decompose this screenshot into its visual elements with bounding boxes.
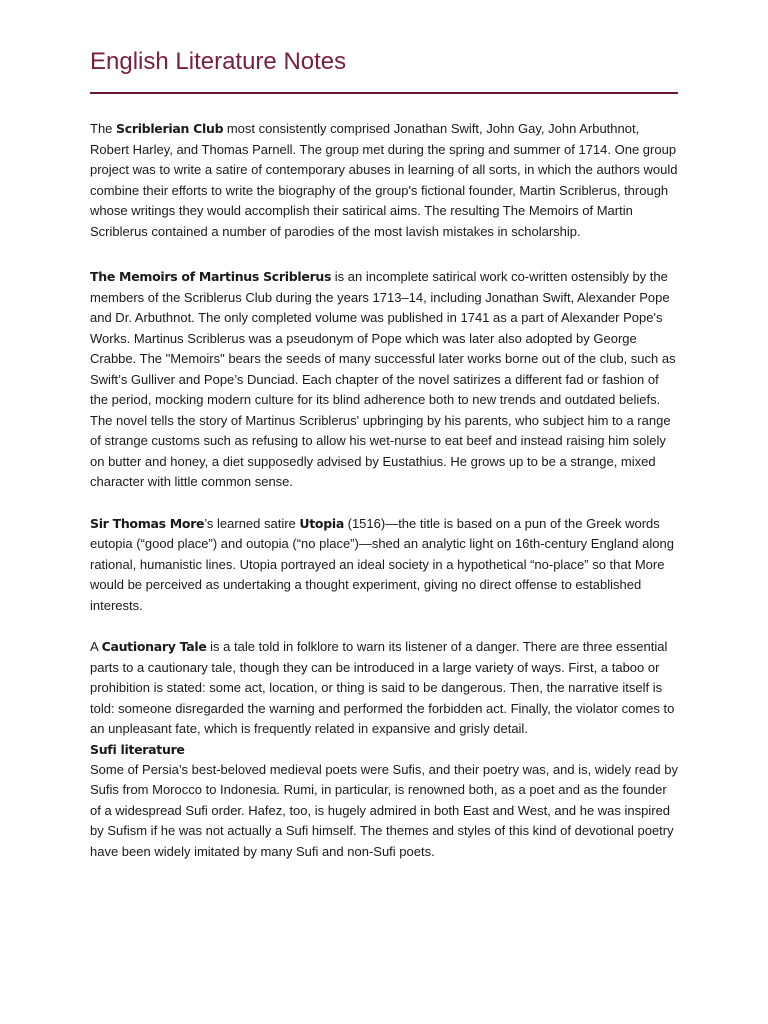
paragraph-body-part1: ’s learned satire [204, 515, 300, 531]
paragraph-cautionary-tale [90, 637, 678, 740]
document-title: English Literature Notes [90, 48, 347, 75]
paragraph-lead: A [90, 639, 102, 654]
paragraph-body: most consistently comprised Jonathan Swift, John Gay, John Arbuthnot, Robert Harley, and Thomas Parnell. The group met during the spring and summer of 1714. One group project was to write a satire of contemporary abuses in learning of all sorts, in which the authors would combine their efforts to write the biography of the group's fictional founder, Martin Scriblerus, through whose writings they would accomplish their satirical aims. The resulting The Memoirs of Martin Scriblerus contained a number of parodies of the most lavish mistakes in scholarship. [90, 121, 678, 239]
term-utopia: Utopia [299, 515, 344, 531]
term-thomas-more: Sir Thomas More [90, 515, 205, 531]
term-cautionary-tale: Cautionary Tale [101, 639, 207, 654]
paragraph-body: is an incomplete satirical work co-written ostensibly by the members of the Scriblerus Club during the years 1713–14, including Jonathan Swift, Alexander Pope and Dr. Arbuthnot. The only completed volume was published in 1741 as a part of Alexander Pope's Works. Martinus Scriblerus was a pseudonym of Pope which was later also adopted by George Crabbe. The "Memoirs" bears the seeds of many successful later works borne out of the club, such as Swift’s Gulliver and Pope’s Dunciad. Each chapter of the novel satirizes a different fad or fashion of the period, mocking modern culture for its blind adherence both to new trends and outdated beliefs. The novel tells the story of Martinus Scriblerus' upbringing by his parents, who subject him to a range of strange customs such as refusing to allow his wet-nurse to eat beef and instead raising him solely on butter and honey, a diet supposedly advised by Eustathius. He grows up to be a strange, mixed character with little common sense. [90, 269, 676, 489]
paragraph-body-part2: (1516)—the title is based on a pun of the Greek words eutopia (“good place”) and outopia (“no place”)—shed an analytic light on 16th-century England along rational, humanistic lines. Utopia portrayed an ideal society in a hypothetical “no-place” so that More would be perceived as undertaking a thought experiment, giving no direct offense to established interests. [90, 515, 674, 613]
term-memoirs: The Memoirs of Martinus Scriblerus [90, 269, 332, 284]
term-scriblerian-club: Scriblerian Club [116, 121, 224, 136]
title-divider [90, 92, 678, 94]
paragraph-sufi-literature: Some of Persia’s best-beloved medieval poets were Sufis, and their poetry was, and is, widely read by Sufis from Morocco to Indonesia. Rumi, in particular, is renowned both, as a poet and as the founder of a widespread Sufi order. Hafez, too, is hugely admired in both East and West, and he was inspired by Sufism if he was not actually a Sufi himself. The themes and styles of this kind of devotional poetry have been widely imitated by many Sufi and non-Sufi poets. [90, 761, 678, 859]
paragraph-utopia [90, 514, 678, 617]
paragraph-scriblerian-club [90, 119, 678, 242]
heading-sufi-literature: Sufi literature [90, 741, 185, 757]
paragraph-memoirs [90, 267, 678, 493]
paragraph-lead: The [90, 121, 117, 136]
paragraph-body: is a tale told in folklore to warn its listener of a danger. There are three essential parts to a cautionary tale, though they can be introduced in a large variety of ways. First, a taboo or prohibition is stated: some act, location, or thing is said to be dangerous. Then, the narrative itself is told: someone disregarded the warning and performed the forbidden act. Finally, the violator comes to an unpleasant fate, which is frequently related in expansive and grisly detail. [90, 639, 675, 736]
document-page [90, 44, 678, 862]
